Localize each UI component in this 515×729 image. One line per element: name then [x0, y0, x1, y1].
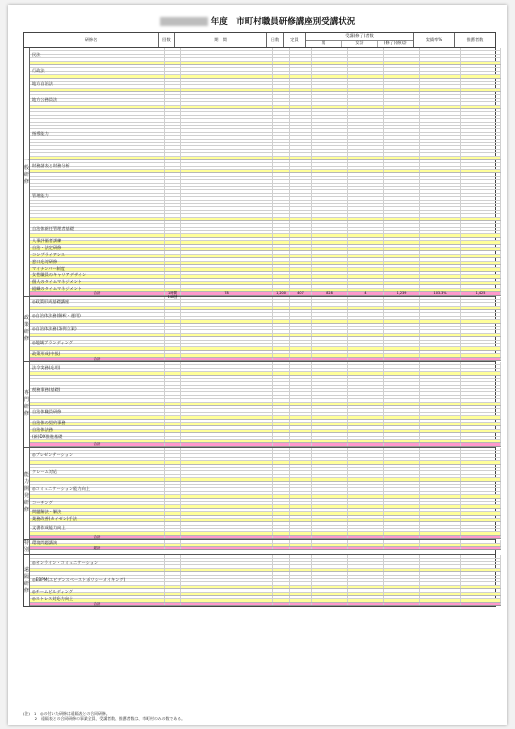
col-days: 日数: [267, 33, 284, 47]
total-cell: [165, 536, 181, 538]
course-name: 地方公務員法: [32, 96, 58, 102]
total-cell: 1,239: [384, 292, 420, 294]
category-char: 修: [24, 507, 30, 514]
course-name: 自治体職員研修: [32, 408, 62, 414]
category-char: 研: [24, 328, 30, 335]
col-course-name: 研修名: [24, 33, 159, 47]
course-name: 地方自治法: [32, 81, 53, 87]
col-count: 回数: [159, 33, 175, 47]
total-cell: 407: [290, 292, 312, 294]
category-char: 研: [24, 171, 30, 178]
total-cell: [181, 547, 273, 549]
total-cell: [273, 547, 290, 549]
total-cell: 合計: [30, 536, 165, 538]
course-rows: [30, 297, 501, 361]
category-char: 門: [24, 397, 30, 404]
category-char: 開: [24, 486, 30, 493]
total-cell: [420, 443, 461, 445]
total-cell: 総計: [30, 547, 165, 549]
category-block: [24, 448, 495, 541]
category-char: 修: [24, 178, 30, 185]
course-name: ◎ストレス対応力向上: [32, 596, 74, 602]
total-cell: [273, 603, 290, 605]
category-char: 研: [24, 580, 30, 587]
course-name: コンプライアンス: [32, 252, 65, 257]
total-cell: [348, 443, 384, 445]
course-name: 問題解決・解決: [32, 508, 62, 514]
course-name: マイナンバー制度: [32, 265, 65, 271]
total-cell: [312, 536, 348, 538]
course-name: クレーム対応: [32, 469, 58, 474]
course-name: 民法: [32, 52, 41, 58]
col-recommend: 推薦者数: [466, 36, 484, 42]
total-cell: [312, 547, 348, 549]
category-char: 発: [24, 493, 30, 500]
total-cell: [348, 358, 384, 360]
category-char: 策: [24, 321, 30, 328]
total-row: [30, 291, 501, 299]
total-cell: [461, 358, 501, 360]
course-rows: [30, 362, 501, 447]
total-cell: [273, 536, 290, 538]
category-char: 修: [24, 587, 30, 594]
table-header: [24, 33, 495, 48]
category-char: 専: [24, 390, 30, 397]
category-char: 一: [24, 157, 30, 164]
total-cell: 合計: [30, 358, 165, 360]
total-row: [30, 358, 501, 361]
course-name: 法令実務(応用): [32, 364, 61, 370]
total-cell: [461, 603, 501, 605]
footnotes: (注) 1 ◎の付いた研修は遠隔表との合同研修。 2 遠隔表との合同研修の事業全員、受講者数、推薦者数は、市町村のみの数である。: [23, 711, 185, 721]
table-body: [24, 48, 495, 606]
course-name: コーチング: [32, 499, 53, 505]
total-row: [30, 603, 501, 606]
total-cell: 4: [348, 292, 384, 294]
total-cell: [273, 443, 290, 445]
total-cell: [165, 603, 181, 605]
category-char: 修: [24, 335, 30, 342]
total-cell: [384, 547, 420, 549]
course-name: 自治体法務: [32, 426, 53, 432]
course-name: ◎政策形成基礎講座: [32, 299, 70, 305]
total-cell: [181, 358, 273, 360]
category-char: 修: [24, 411, 30, 418]
total-cell: [384, 536, 420, 538]
course-name: 行政法: [32, 67, 45, 73]
total-cell: [420, 603, 461, 605]
course-name: ◎自治体法務(解釈・運用): [32, 312, 81, 318]
document-page: [8, 5, 507, 725]
col-capacity: 定員: [284, 33, 306, 47]
redacted-blur-icon: [160, 17, 208, 26]
total-cell: [181, 603, 273, 605]
category-char: 遠: [24, 566, 30, 573]
total-cell: [290, 603, 312, 605]
course-name: 自治・法定研修: [32, 245, 62, 251]
category-char: 力: [24, 479, 30, 486]
total-cell: [348, 547, 384, 549]
total-cell: [384, 603, 420, 605]
col-period: 期 間: [175, 33, 267, 47]
total-row: [30, 443, 501, 446]
total-cell: [290, 358, 312, 360]
category-char: 政: [24, 314, 30, 321]
total-cell: [290, 443, 312, 445]
category-char: 別: [24, 547, 30, 554]
course-name: ◎チームビルディング: [32, 589, 73, 595]
course-name: (新)DX推進基礎: [32, 434, 63, 440]
course-name: ◎プレゼンテーション: [32, 452, 74, 457]
enrollment-table: [23, 32, 496, 607]
total-cell: [384, 443, 420, 445]
total-cell: [273, 358, 290, 360]
total-cell: [348, 603, 384, 605]
course-name: 自治体の契約事務: [32, 419, 66, 425]
total-cell: 1時間 140回: [165, 292, 181, 294]
course-name: 指導能力: [32, 130, 49, 136]
course-name: 人事評価者訓練: [32, 238, 62, 244]
course-name: ◎コミュニケーション能力向上: [32, 486, 90, 491]
total-cell: 103.3%: [420, 292, 461, 294]
col-rate: 実績率%: [414, 33, 455, 47]
total-cell: [165, 547, 181, 549]
total-row: [30, 547, 501, 550]
total-cell: [420, 358, 461, 360]
course-name: 政策形成(中級): [32, 350, 61, 356]
total-cell: [384, 358, 420, 360]
total-cell: 合計: [30, 292, 165, 294]
course-name: ◎オンライン・コミュニケーション: [32, 559, 99, 565]
total-cell: [312, 603, 348, 605]
total-cell: [348, 536, 384, 538]
total-cell: [312, 443, 348, 445]
course-name: 自治体新任管理者基礎: [32, 225, 74, 231]
total-cell: 合計: [30, 603, 165, 605]
total-cell: [165, 358, 181, 360]
category-block: [24, 48, 495, 297]
total-cell: [181, 536, 273, 538]
course-name: 財務諸表と財務分析: [32, 162, 70, 168]
course-name: 税務事務(基礎): [32, 386, 61, 392]
total-cell: [290, 536, 312, 538]
total-cell: [461, 547, 501, 549]
category-char: 研: [24, 500, 30, 507]
col-attendance: 受講(修了)者数 男 女計 (修了)(修)計: [306, 33, 414, 47]
total-cell: [461, 443, 501, 445]
total-cell: [420, 547, 461, 549]
total-cell: [312, 358, 348, 360]
category-char: 般: [24, 164, 30, 171]
course-name: 窓口応対研修: [32, 258, 58, 264]
course-rows: [30, 555, 501, 606]
total-cell: 828: [312, 292, 348, 294]
course-name: ◎EBPM(エビデンスベーストポリシーメイキング): [32, 576, 126, 582]
course-name: 女性職員のキャリアデザイン: [32, 272, 87, 278]
course-name: ◎地域ブランディング: [32, 339, 73, 345]
course-name: 個人のタイムマネジメント: [32, 279, 82, 285]
course-rows: [30, 48, 501, 299]
category-char: 特: [24, 540, 30, 547]
category-block: [24, 555, 495, 606]
total-cell: 合計: [30, 443, 165, 445]
total-cell: 1,425: [461, 292, 501, 294]
total-cell: [165, 443, 181, 445]
category-char: 能: [24, 472, 30, 479]
course-rows: [30, 540, 501, 554]
total-cell: [461, 536, 501, 538]
course-name: 文書作成能力向上: [32, 525, 66, 531]
category-block: [24, 540, 495, 555]
course-name: ◎自治体法務(条例立案): [32, 326, 77, 332]
course-name: 組織のタイムマネジメント: [32, 286, 82, 291]
document-title: 年度 市町村職員研修講座別受講状況: [8, 15, 507, 27]
total-row: [30, 536, 501, 539]
total-cell: 1,200: [273, 292, 290, 294]
course-name: 業務改善(カイゼン)手法: [32, 515, 77, 521]
category-char: 隔: [24, 573, 30, 580]
total-cell: 78: [181, 292, 273, 294]
total-cell: [420, 536, 461, 538]
course-rows: [30, 448, 501, 540]
total-cell: [290, 547, 312, 549]
course-name: 管理能力: [32, 193, 49, 199]
course-name: 環境問題講演: [32, 540, 58, 546]
category-block: [24, 297, 495, 362]
total-cell: [181, 443, 273, 445]
category-block: [24, 362, 495, 448]
category-char: 研: [24, 404, 30, 411]
